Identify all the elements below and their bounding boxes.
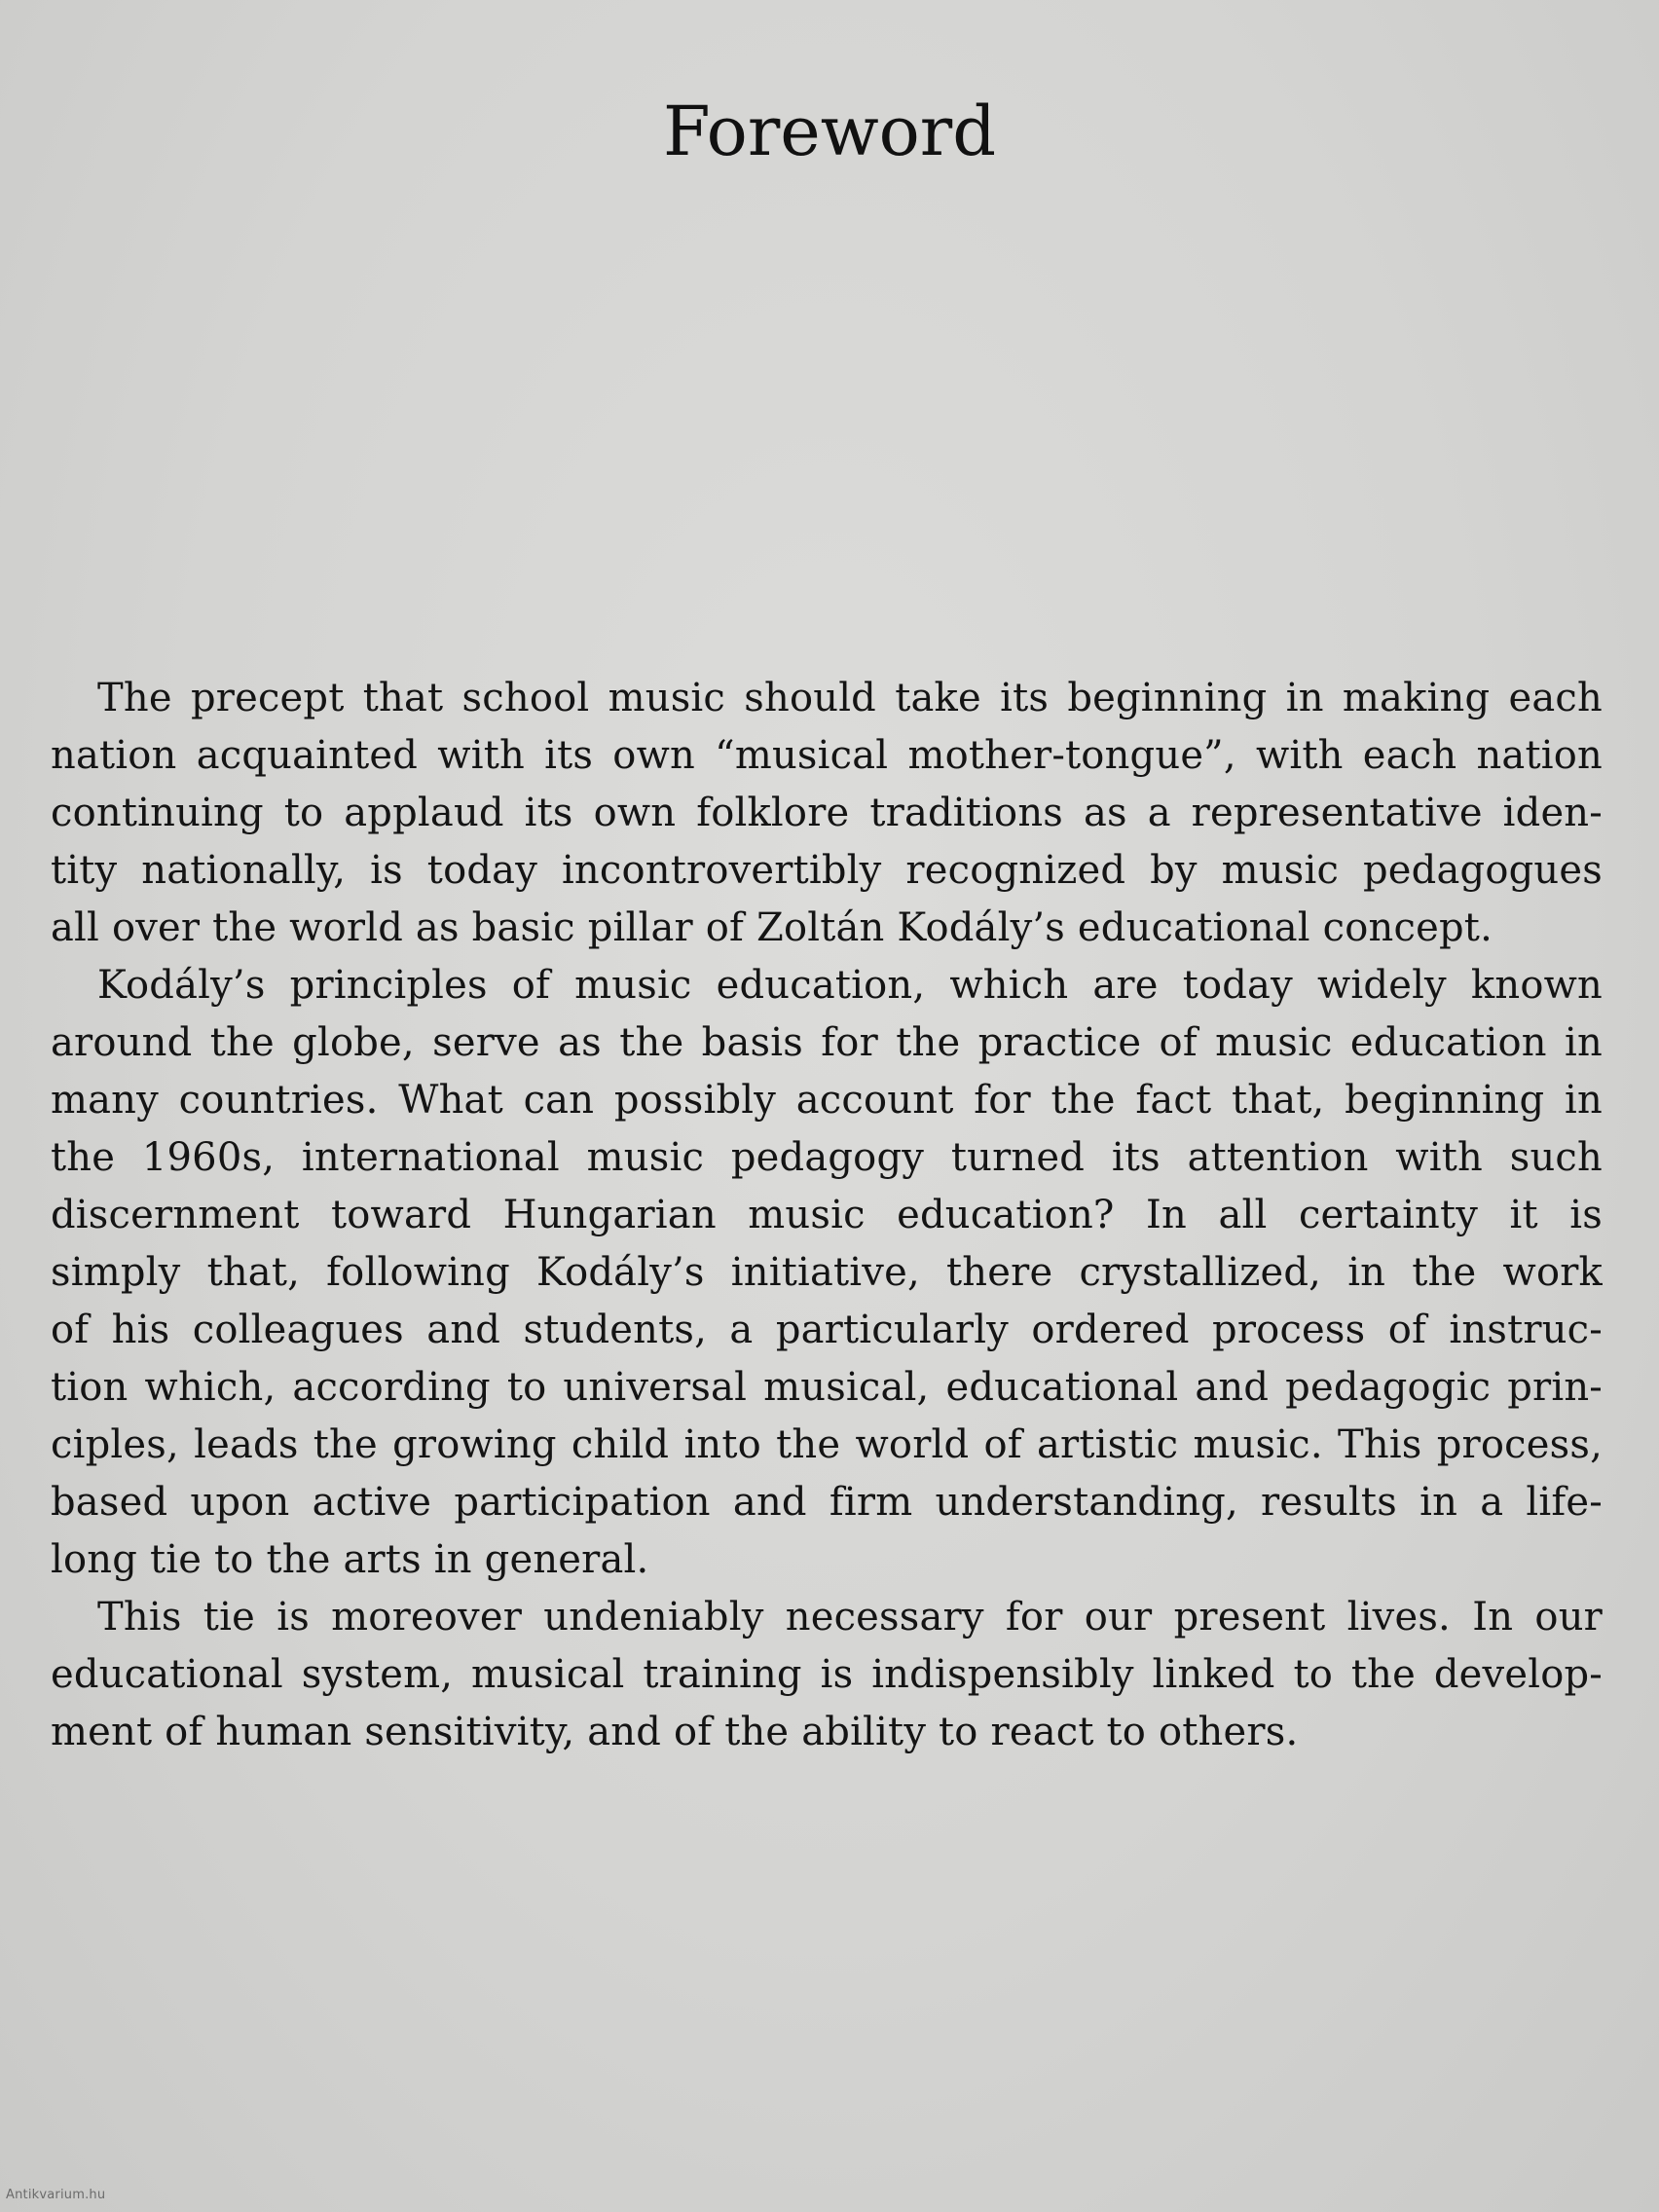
text-line: discernment toward Hungarian music education? In all certainty it is — [51, 1193, 1603, 1237]
text-line: continuing to applaud its own folklore traditions as a representative iden- — [51, 791, 1603, 835]
text-line: Kodály’s principles of music education, which are today widely known — [97, 963, 1603, 1008]
page-title: Foreword — [662, 92, 997, 171]
text-line: ciples, leads the growing child into the world of artistic music. This process, — [51, 1422, 1603, 1467]
text-line: around the globe, serve as the basis for the practice of music education in — [51, 1020, 1603, 1065]
body-text — [51, 670, 1603, 1761]
text-line: tion which, according to universal musical, educational and pedagogic prin- — [51, 1365, 1603, 1410]
text-line: nation acquainted with its own “musical mother-tongue”, with each nation — [51, 733, 1603, 778]
text-line: long tie to the arts in general. — [51, 1537, 649, 1582]
text-line: based upon active participation and firm understanding, results in a life- — [51, 1480, 1603, 1525]
text-line: of his colleagues and students, a particularly ordered process of instruc- — [51, 1308, 1603, 1352]
text-line: all over the world as basic pillar of Zoltán Kodály’s educational concept. — [51, 905, 1493, 950]
text-line: ment of human sensitivity, and of the ability to react to others. — [51, 1710, 1299, 1754]
text-line: tity nationally, is today incontrovertibly recognized by music pedagogues — [51, 848, 1603, 893]
watermark-text: Antikvarium.hu — [6, 2188, 106, 2202]
text-line: many countries. What can possibly account for the fact that, beginning in — [51, 1078, 1603, 1123]
text-line: simply that, following Kodály’s initiative, there crystallized, in the work — [51, 1250, 1603, 1295]
text-line: educational system, musical training is indispensibly linked to the develop- — [51, 1652, 1603, 1697]
text-line: This tie is moreover undeniably necessary for our present lives. In our — [97, 1595, 1603, 1640]
text-line: The precept that school music should take its beginning in making each — [97, 676, 1603, 720]
text-line: the 1960s, international music pedagogy turned its attention with such — [51, 1135, 1603, 1180]
